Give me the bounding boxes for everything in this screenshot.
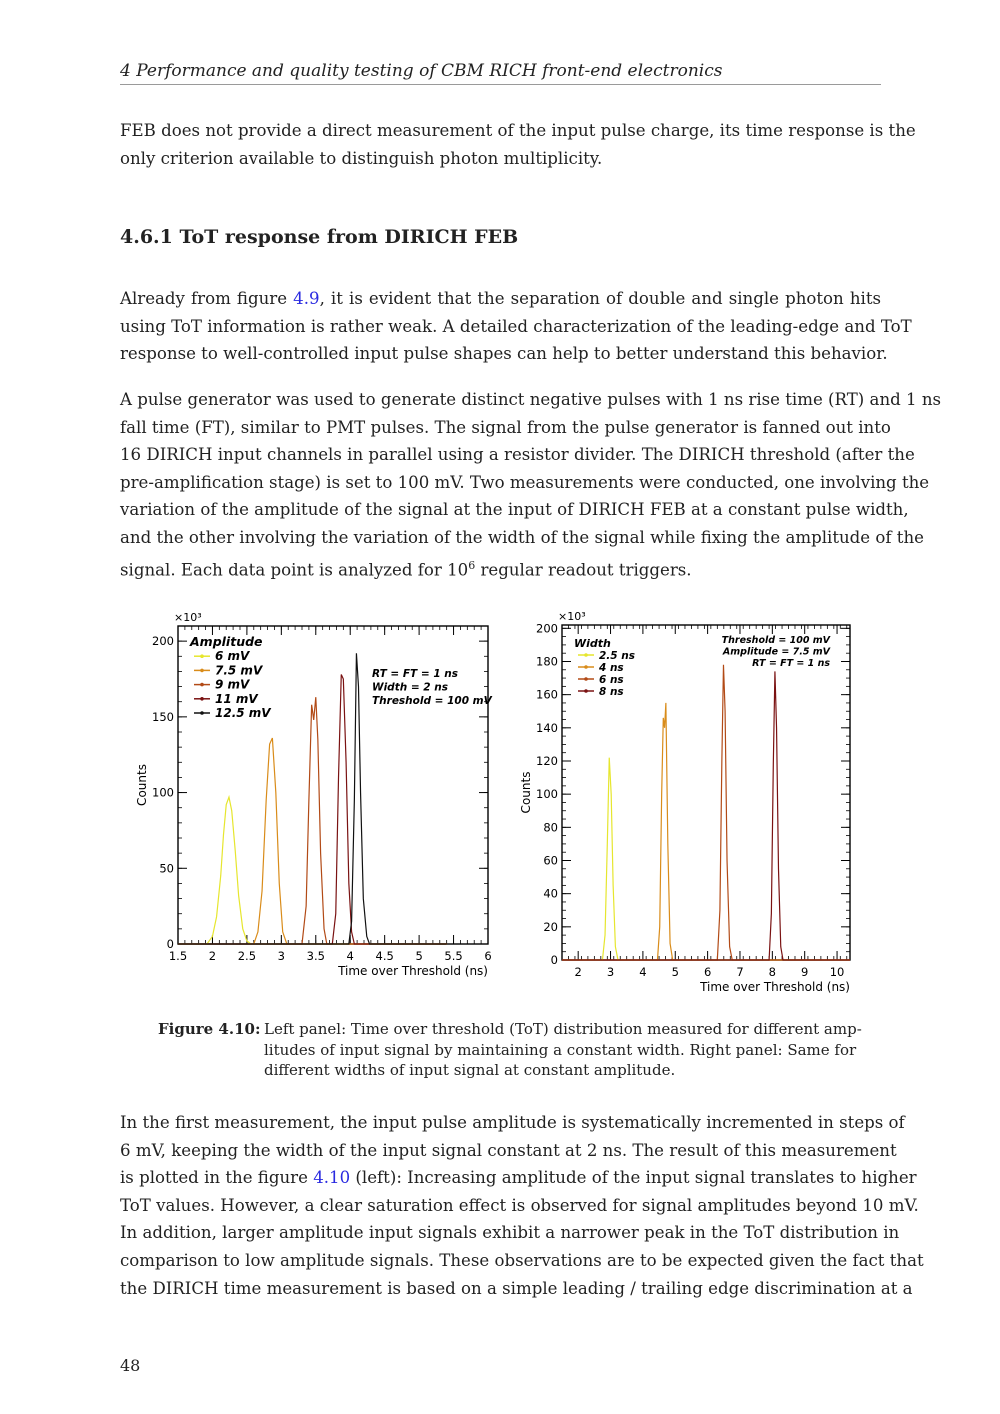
paragraph-3 xyxy=(120,1109,924,1302)
text-line: Already from figure 4.9, it is evident that the separation of double and single photon hits xyxy=(120,289,882,308)
x-tick-label: 3 xyxy=(606,965,615,979)
x-tick-label: 6 xyxy=(484,949,492,963)
x-axis-label: Time over Threshold (ns) xyxy=(338,964,488,978)
y-tick-label: 60 xyxy=(543,853,558,868)
plot-annotation: Threshold = 100 mV xyxy=(372,695,492,707)
legend-marker xyxy=(584,665,588,669)
text-line: the DIRICH time measurement is based on a simple leading / trailing edge discrimination at a xyxy=(120,1278,913,1298)
text-line: 16 DIRICH input channels in parallel using a resistor divider. The DIRICH threshold (after the xyxy=(120,445,915,465)
x-tick-label: 2.5 xyxy=(237,949,257,963)
legend-entry: 6 mV xyxy=(215,649,250,664)
series-line xyxy=(178,697,447,944)
legend-marker xyxy=(200,669,204,673)
y-tick-label: 120 xyxy=(536,753,558,768)
plot-annotation: Threshold = 100 mV xyxy=(721,635,830,646)
legend-entry: 11 mV xyxy=(215,691,258,706)
y-axis-label: Counts xyxy=(519,771,533,814)
y-tick-label: 150 xyxy=(152,709,174,724)
y-multiplier: ×10³ xyxy=(558,610,586,623)
text-line: response to well-controlled input pulse shapes can help to better understand this behavior. xyxy=(120,344,888,364)
text-line: pre-amplification stage) is set to 100 mV. Two measurements were conducted, one involving the xyxy=(120,472,930,492)
text-line: ToT values. However, a clear saturation effect is observed for signal amplitudes beyond 10 mV. xyxy=(120,1195,919,1215)
legend-title: Amplitude xyxy=(190,634,263,649)
paragraph-2 xyxy=(120,386,942,584)
text-line: FEB does not provide a direct measurement of the input pulse charge, its time response is the xyxy=(120,121,916,140)
legend-entry: 2.5 ns xyxy=(599,650,635,662)
legend-marker xyxy=(200,654,204,658)
series-line xyxy=(178,797,447,944)
legend-entry: 8 ns xyxy=(599,686,624,698)
y-tick-label: 50 xyxy=(159,861,174,876)
y-tick-label: 180 xyxy=(536,654,558,669)
section-heading: 4.6.1 ToT response from DIRICH FEB xyxy=(120,226,519,248)
x-tick-label: 10 xyxy=(829,965,845,979)
paragraph-1 xyxy=(120,285,912,368)
text-line: 6 mV, keeping the width of the input signal constant at 2 ns. The result of this measurement xyxy=(120,1140,897,1160)
x-tick-label: 2 xyxy=(208,949,217,963)
caption-line: different widths of input signal at constant amplitude. xyxy=(264,1061,676,1079)
y-tick-label: 0 xyxy=(166,937,174,951)
caption-line: Left panel: Time over threshold (ToT) distribution measured for different amp- xyxy=(264,1020,862,1038)
x-tick-label: 4 xyxy=(346,949,354,963)
text-line: comparison to low amplitude signals. These observations are to be expected given the fact that xyxy=(120,1250,924,1270)
figure-ref-link[interactable]: 4.10 xyxy=(313,1168,351,1188)
text-line: using ToT information is rather weak. A detailed characterization of the leading-edge and ToT xyxy=(120,316,912,336)
y-multiplier: ×10³ xyxy=(174,611,202,624)
legend-marker xyxy=(584,677,588,681)
x-tick-label: 9 xyxy=(801,965,809,979)
x-tick-label: 5 xyxy=(671,965,679,979)
caption-line: litudes of input signal by maintaining a constant width. Right panel: Same for xyxy=(264,1040,857,1059)
x-tick-label: 6 xyxy=(703,965,712,979)
legend-entry: 7.5 mV xyxy=(215,663,263,678)
plot-annotation: Width = 2 ns xyxy=(372,681,448,694)
text-line: fall time (FT), similar to PMT pulses. The signal from the pulse generator is fanned out into xyxy=(120,417,891,437)
x-tick-label: 2 xyxy=(574,965,582,979)
caption-label: Figure 4.10: xyxy=(158,1020,261,1038)
y-tick-label: 40 xyxy=(543,886,558,901)
x-tick-label: 4.5 xyxy=(375,949,394,963)
text-line: In addition, larger amplitude input signals exhibit a narrower peak in the ToT distribution in xyxy=(120,1223,900,1243)
legend-marker xyxy=(200,711,204,715)
x-tick-label: 5 xyxy=(415,949,423,963)
x-tick-label: 5.5 xyxy=(444,949,463,963)
legend-entry: 9 mV xyxy=(215,677,250,692)
plot-annotation: Amplitude = 7.5 mV xyxy=(722,646,830,658)
series-line xyxy=(178,738,447,944)
y-tick-label: 80 xyxy=(543,820,558,835)
legend-entry: 12.5 mV xyxy=(215,706,271,720)
legend-marker xyxy=(200,683,204,687)
x-tick-label: 4 xyxy=(639,965,647,979)
text-line: variation of the amplitude of the signal at the input of DIRICH FEB at a constant pulse width, xyxy=(120,500,909,520)
legend-title: Width xyxy=(574,637,611,650)
y-tick-label: 100 xyxy=(152,785,174,800)
x-tick-label: 1.5 xyxy=(168,949,188,963)
tot-amplitude-chart xyxy=(120,600,500,1000)
intro-paragraph xyxy=(120,117,916,172)
figure-ref-link[interactable]: 4.9 xyxy=(293,289,320,308)
y-tick-label: 0 xyxy=(550,953,558,967)
tot-width-chart xyxy=(510,600,860,1000)
series-line xyxy=(562,758,850,960)
x-tick-label: 8 xyxy=(768,965,777,979)
text-line: A pulse generator was used to generate distinct negative pulses with 1 ns rise time (RT) and 1 ns xyxy=(120,390,942,409)
y-tick-label: 200 xyxy=(152,634,174,649)
x-tick-label: 3 xyxy=(277,949,285,963)
y-tick-label: 200 xyxy=(536,621,558,636)
text-line: In the first measurement, the input pulse amplitude is systematically incremented in steps of xyxy=(120,1113,905,1132)
text-line: and the other involving the variation of the width of the signal while fixing the amplitude of the xyxy=(120,527,924,547)
legend-marker xyxy=(584,653,588,657)
x-tick-label: 7 xyxy=(736,965,744,979)
running-header: 4 Performance and quality testing of CBM RICH front-end electronics xyxy=(120,58,881,85)
y-tick-label: 20 xyxy=(543,919,558,934)
legend-marker xyxy=(584,689,588,693)
x-axis-label: Time over Threshold (ns) xyxy=(700,980,850,994)
legend-entry: 4 ns xyxy=(599,662,624,674)
legend-marker xyxy=(200,697,204,701)
page-number: 48 xyxy=(120,1356,141,1375)
y-tick-label: 160 xyxy=(536,687,558,702)
legend-entry: 6 ns xyxy=(599,674,624,686)
plot-annotation: RT = FT = 1 ns xyxy=(372,668,459,680)
y-axis-label: Counts xyxy=(135,764,149,806)
y-tick-label: 100 xyxy=(536,787,558,802)
text-line: is plotted in the figure 4.10 (left): Increasing amplitude of the input signal translates to higher xyxy=(120,1168,917,1188)
y-tick-label: 140 xyxy=(536,720,558,735)
caption-text xyxy=(264,1019,862,1081)
text-line: signal. Each data point is analyzed for $10^6$ regular readout triggers. xyxy=(120,558,692,580)
x-tick-label: 3.5 xyxy=(306,949,325,963)
text-line: only criterion available to distinguish photon multiplicity. xyxy=(120,148,603,168)
plot-annotation: RT = FT = 1 ns xyxy=(752,658,830,669)
